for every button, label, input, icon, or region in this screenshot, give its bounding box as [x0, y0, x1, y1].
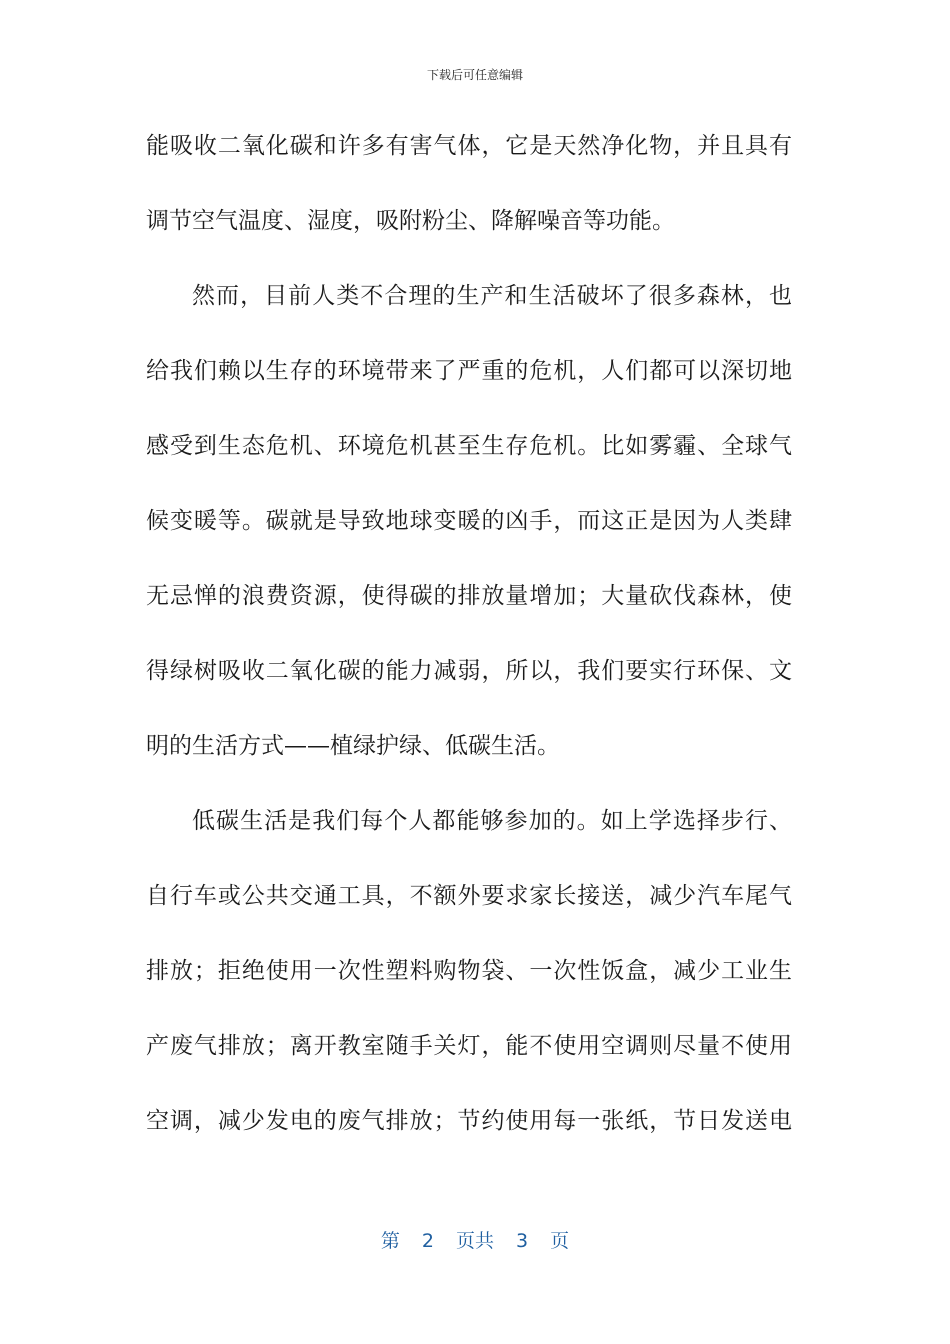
document-body: [146, 126, 792, 1176]
text-line: 得绿树吸收二氧化碳的能力减弱，所以，我们要实行环保、文: [146, 658, 792, 684]
text-line: 调节空气温度、湿度，吸附粉尘、降解噪音等功能。: [146, 208, 675, 234]
paragraph-start-line: 低碳生活是我们每个人都能够参加的。如上学选择步行、: [192, 808, 792, 834]
text-line: 能吸收二氧化碳和许多有害气体，它是天然净化物，并且具有: [146, 133, 792, 159]
footer-suffix: 页: [550, 1230, 570, 1252]
text-line: 候变暖等。碳就是导致地球变暖的凶手，而这正是因为人类肆: [146, 508, 792, 534]
page-number-footer: [0, 1226, 950, 1253]
current-page-number: 2: [421, 1230, 434, 1252]
text-line: 给我们赖以生存的环境带来了严重的危机，人们都可以深切地: [146, 358, 792, 384]
footer-prefix: 第: [380, 1230, 400, 1252]
footer-middle: 页共: [455, 1230, 494, 1252]
text-line: 无忌惮的浪费资源，使得碳的排放量增加；大量砍伐森林，使: [146, 583, 792, 609]
text-line: 明的生活方式——植绿护绿、低碳生活。: [146, 733, 560, 759]
text-line: 自行车或公共交通工具，不额外要求家长接送，减少汽车尾气: [146, 883, 792, 909]
text-line: 空调，减少发电的废气排放；节约使用每一张纸，节日发送电: [146, 1108, 792, 1134]
page-header: 下载后可任意编辑: [426, 68, 523, 82]
text-line: 产废气排放；离开教室随手关灯，能不使用空调则尽量不使用: [146, 1033, 792, 1059]
text-line: 感受到生态危机、环境危机甚至生存危机。比如雾霾、全球气: [146, 433, 792, 459]
total-pages-number: 3: [516, 1230, 529, 1252]
paragraph-start-line: 然而，目前人类不合理的生产和生活破坏了很多森林，也: [192, 283, 792, 309]
text-line: 排放；拒绝使用一次性塑料购物袋、一次性饭盒，减少工业生: [146, 958, 792, 984]
